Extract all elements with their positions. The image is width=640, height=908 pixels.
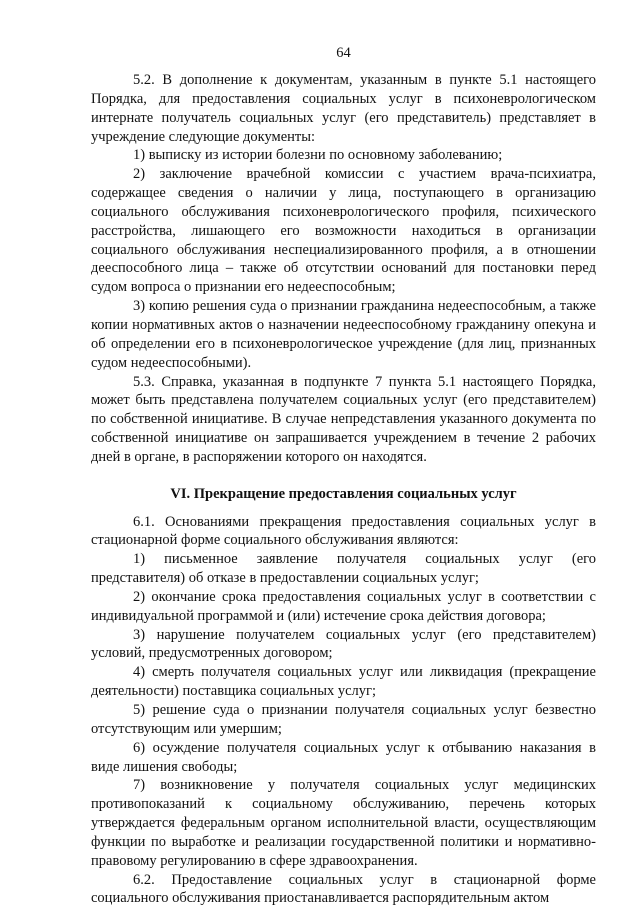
paragraph: 1) выписку из истории болезни по основному заболеванию; [133, 147, 503, 164]
paragraph: 3) нарушение получателем социальных услуг (его представителем) условий, предусмотренных договором; [91, 626, 596, 662]
section-heading: VI. Прекращение предоставления социальных услуг [170, 485, 517, 502]
paragraph: 1) письменное заявление получателя социальных услуг (его представителя) об отказе в предоставлении социальных услуг; [91, 551, 596, 587]
paragraph: 5) решение суда о признании получателя социальных услуг безвестно отсутствующим или умершим; [91, 702, 596, 737]
paragraph: 6) осуждение получателя социальных услуг к отбыванию наказания в виде лишения свободы; [91, 739, 596, 775]
body-text-before [91, 71, 596, 467]
paragraph: 2) окончание срока предоставления социальных услуг в соответствии с индивидуальной программой и (или) истечение срока действия договора; [91, 588, 596, 624]
paragraph: 7) возникновение у получателя социальных услуг медицинских противопоказаний к социальному обслуживанию, перечень которых утверждается федеральным органом исполнительной власти, осуществляющим функции по выработке и реализации государственной политики и нормативно-правовому регулированию в сфере здравоохранения. [91, 777, 596, 869]
paragraph: 6.2. Предоставление социальных услуг в стационарной форме социального обслуживания приостанавливается распорядительным актом [91, 871, 596, 907]
body-text-after [91, 513, 596, 908]
paragraph: 5.3. Справка, указанная в подпункте 7 пункта 5.1 настоящего Порядка, может быть представлена получателем социальных услуг (его представителем) по собственной инициативе. В случае непредставления указанного документа по собственной инициативе он запрашивается учреждением в течение 2 рабочих дней в органе, в распоряжении которого он находятся. [91, 373, 596, 465]
paragraph: 5.2. В дополнение к документам, указанным в пункте 5.1 настоящего Порядка, для предоставления социальных услуг в психоневрологическом интернате получатель социальных услуг (его представитель) представляет в учреждение следующие документы: [91, 72, 596, 145]
paragraph: 3) копию решения суда о признании гражданина недееспособным, а также копии нормативных актов о назначении недееспособному гражданину опекуна и об определении его в психоневрологическое учреждение (для лиц, признанных судом недееспособными). [91, 298, 596, 371]
page-number: 64 [336, 45, 351, 61]
paragraph: 4) смерть получателя социальных услуг или ликвидация (прекращение деятельности) поставщика социальных услуг; [91, 664, 596, 700]
paragraph: 2) заключение врачебной комиссии с участием врача-психиатра, содержащее сведения о наличии у лица, поступающего в организацию социального обслуживания психоневрологического профиля, психического расстройства, лишающего его возможности находиться в организации социального обслуживания неспециализированного профиля, а в отношении дееспособного лица – также об отсутствии оснований для постановки перед судом вопроса о признании его недееспособным; [91, 166, 596, 296]
paragraph: 6.1. Основаниями прекращения предоставления социальных услуг в стационарной форме социального обслуживания являются: [91, 513, 596, 549]
